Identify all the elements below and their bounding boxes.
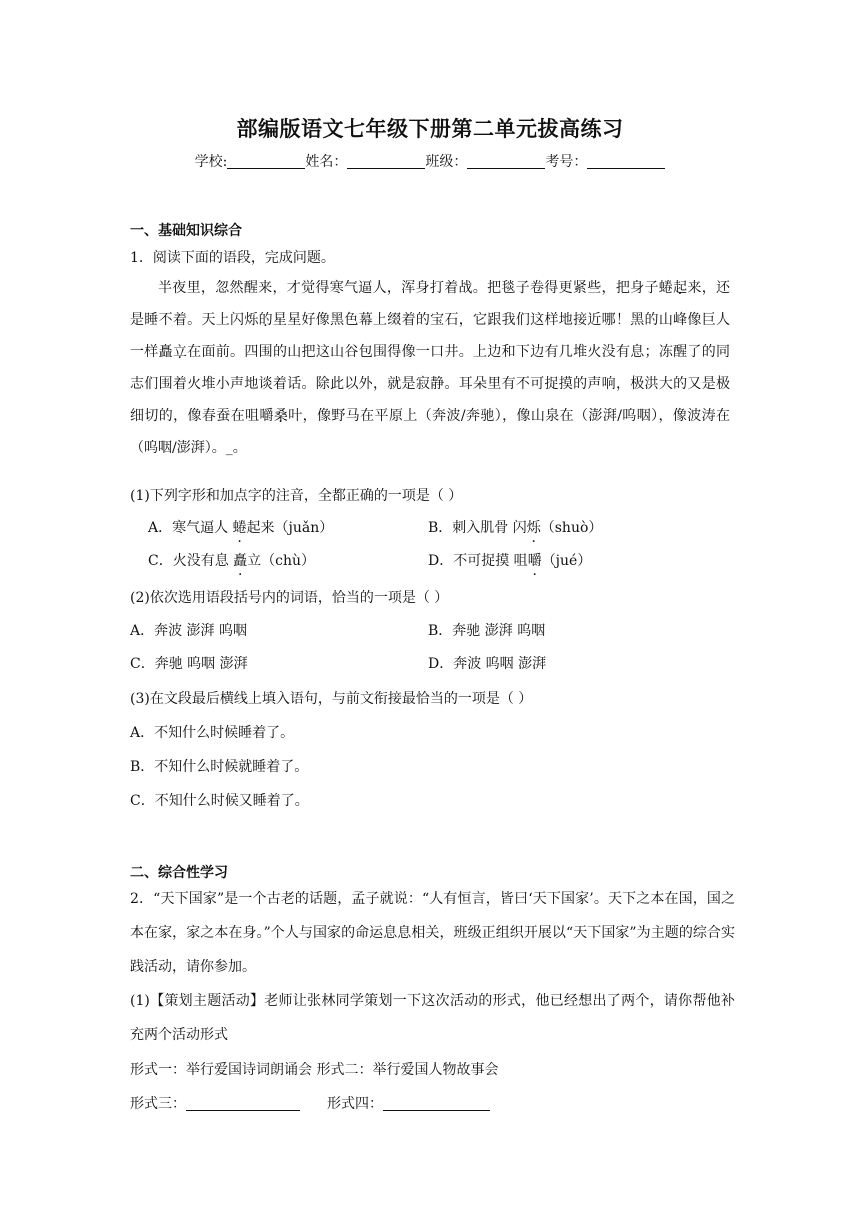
option-text: （shuò） (540, 520, 603, 536)
passage-text: 的星星好像黑色幕上缀着的宝石，它跟我们这样地接近哪！黑的山峰像巨人一样 (130, 312, 731, 360)
option-c[interactable]: C．不知什么时候又睡着了。 (130, 793, 309, 809)
dotted-char: 蜷 (658, 280, 674, 296)
school-blank[interactable] (227, 154, 305, 169)
passage-text: 半夜里，忽然醒来，才觉得寒气逼人，浑身打着战。把毯子卷得更紧些，把身子 (158, 280, 659, 296)
class-blank[interactable] (467, 154, 545, 169)
activity-forms-given: 形式一：举行爱国诗词朗诵会 形式二：举行爱国人物故事会 (130, 1062, 499, 1078)
option-b[interactable]: B．不知什么时候就睡着了。 (130, 759, 309, 775)
sub-question-3-stem: (3)在文段最后横线上填入语句，与前文衔接最恰当的一项是（ ） (130, 691, 533, 707)
form-3-label: 形式三： (130, 1096, 186, 1112)
option-b[interactable]: B．奔驰 澎湃 呜咽 (428, 623, 546, 639)
option-b[interactable] (428, 517, 602, 537)
dotted-char: 蜷 (232, 520, 247, 536)
option-text: 起来（juǎn） (246, 520, 334, 536)
reading-passage (130, 272, 730, 464)
dotted-char: 嚼 (527, 553, 542, 569)
activity-form-4 (327, 1093, 490, 1113)
section-2-heading: 二、综合性学习 (130, 865, 228, 881)
school-label: 学校: (194, 154, 228, 170)
option-text: （jué） (541, 553, 592, 569)
passage-text: 立在面前。四围的山把这山谷包围得像一口井。上边和下边有几堆火没有息；冻醒了的同志们围着火堆小声地谈着话。除此以外，就是寂静。耳朵里有不可捉摸的声响，极洪大的又是极细切的，像春蚕在咀 (130, 344, 731, 424)
name-blank[interactable] (347, 154, 425, 169)
sub-question-2-stem: (2)依次选用语段括号内的词语，恰当的一项是（ ） (130, 590, 449, 606)
option-text: C．火没有息 (148, 553, 234, 569)
passage-text: 起来，还是睡不着。天上闪 (130, 280, 731, 328)
dotted-char: 嚼 (259, 408, 274, 424)
page-title: 部编版语文七年级下册第二单元拔高练习 (236, 117, 624, 141)
question-1-stem: 1．阅读下面的语段，完成问题。 (130, 250, 335, 266)
option-a[interactable]: A．不知什么时候睡着了。 (130, 725, 295, 741)
activity-form-3 (130, 1093, 300, 1113)
form-4-blank[interactable] (383, 1096, 490, 1111)
option-c[interactable] (148, 550, 315, 570)
option-a[interactable] (148, 517, 333, 537)
exam-no-label: 考号： (545, 154, 588, 170)
dotted-char: 烁 (526, 520, 541, 536)
form-3-blank[interactable] (186, 1096, 300, 1111)
dotted-char: 矗 (233, 553, 248, 569)
option-text: D．不可捉摸 咀 (428, 553, 528, 569)
dotted-char: 烁 (244, 312, 259, 328)
option-d[interactable] (428, 550, 591, 570)
option-d[interactable]: D．奔波 呜咽 澎湃 (428, 656, 547, 672)
question-2-stem: 2．“天下国家”是一个古老的话题，孟子就说：“人有恒言，皆曰‘天下国家’。天下之本在国，国之本在家，家之本在身。”个人与国家的命运息息相关，班级正组织开展以“天下国家”为主题的综合实践活动，请你参加。 (130, 891, 735, 975)
option-text: B．刺入肌骨 闪 (428, 520, 527, 536)
option-text: A．寒气逼人 (148, 520, 233, 536)
exam-no-blank[interactable] (587, 154, 665, 169)
option-text: 立（chù） (247, 553, 316, 569)
form-4-label: 形式四： (327, 1096, 383, 1112)
section-1-heading: 一、基础知识综合 (130, 223, 242, 239)
option-a[interactable]: A．奔波 澎湃 呜咽 (130, 623, 248, 639)
dotted-char: 矗 (158, 344, 173, 360)
student-info-line (0, 151, 860, 171)
passage-text: 桑叶，像野马在平原上（奔波/奔驰），像山泉在（澎湃/呜咽），像波涛在（呜咽/澎湃）。_。 (130, 408, 731, 456)
option-c[interactable]: C．奔驰 呜咽 澎湃 (130, 656, 248, 672)
class-label: 班级： (425, 154, 468, 170)
name-label: 姓名： (305, 154, 348, 170)
sub-question-1-stem: (1)【策划主题活动】老师让张林同学策划一下这次活动的形式，他已经想出了两个，请你帮他补充两个活动形式 (130, 993, 735, 1043)
sub-question-1-stem: (1)下列字形和加点字的注音，全都正确的一项是（ ） (130, 488, 463, 504)
